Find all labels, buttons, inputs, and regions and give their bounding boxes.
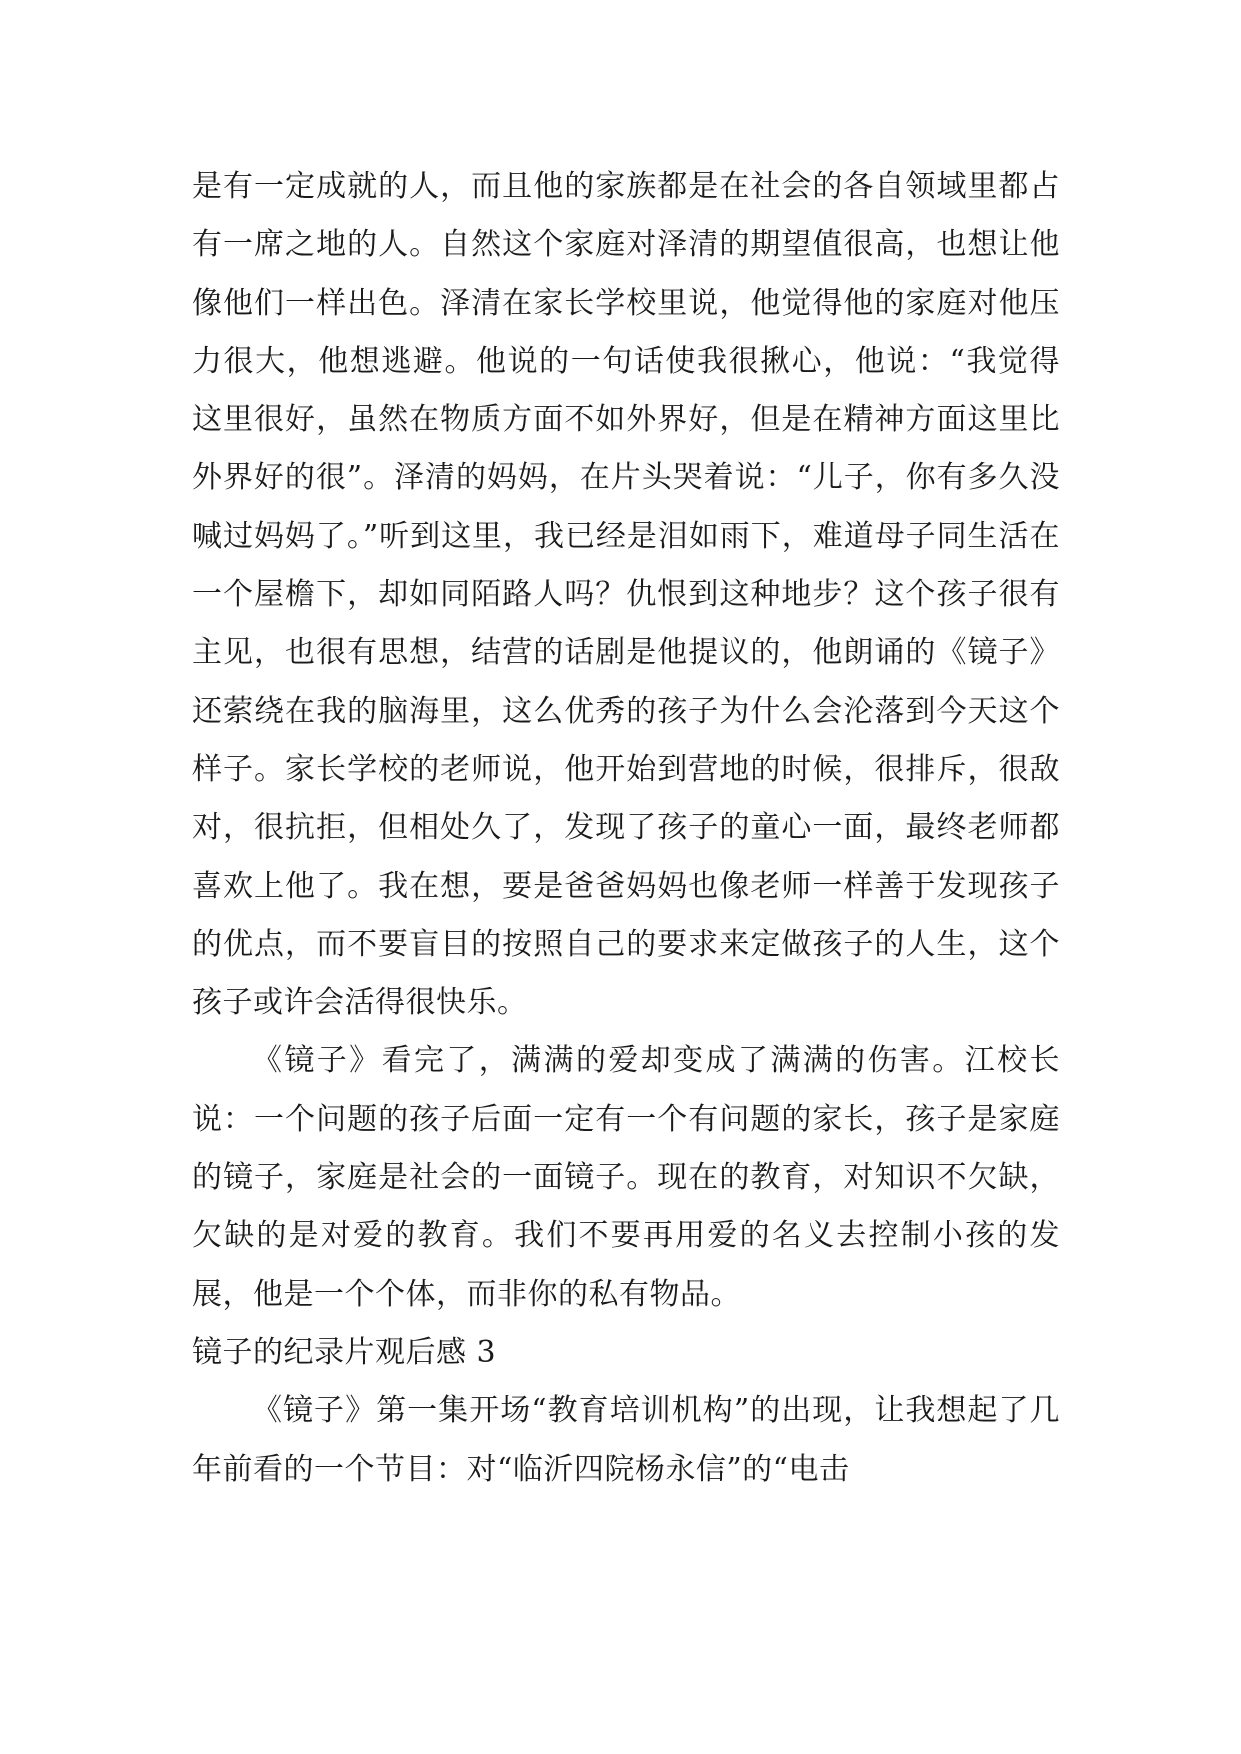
paragraph: 《镜子》第一集开场“教育培训机构”的出现，让我想起了几年前看的一个节目：对“临沂四院杨永信”的“电击 xyxy=(192,1393,1060,1487)
paragraph-continued: 是有一定成就的人，而且他的家族都是在社会的各自领域里都占有一席之地的人。自然这个家庭对泽清的期望值很高，也想让他像他们一样出色。泽清在家长学校里说，他觉得他的家庭对他压力很大，他想逃避。他说的一句话使我很揪心，他说：“我觉得这里很好，虽然在物质方面不如外界好，但是在精神方面这里比外界好的很”。泽清的妈妈，在片头哭着说：“儿子，你有多久没喊过妈妈了。”听到这里，我已经是泪如雨下，难道母子同生活在一个屋檐下，却如同陌路人吗？仇恨到这种地步？这个孩子很有主见，也很有思想，结营的话剧是他提议的，他朗诵的《镜子》还萦绕在我的脑海里，这么优秀的孩子为什么会沦落到今天这个样子。家长学校的老师说，他开始到营地的时候，很排斥，很敌对，很抗拒，但相处久了，发现了孩子的童心一面，最终老师都喜欢上他了。我在想，要是爸爸妈妈也像老师一样善于发现孩子的优点，而不要盲目的按照自己的要求来定做孩子的人生，这个孩子或许会活得很快乐。 xyxy=(192,169,1060,1021)
document-body xyxy=(192,158,1060,1499)
section-heading: 镜子的纪录片观后感 3 xyxy=(192,1334,497,1370)
paragraph: 《镜子》看完了，满满的爱却变成了满满的伤害。江校长说：一个问题的孩子后面一定有一个有问题的家长，孩子是家庭的镜子，家庭是社会的一面镜子。现在的教育，对知识不欠缺，欠缺的是对爱的教育。我们不要再用爱的名义去控制小孩的发展，他是一个个体，而非你的私有物品。 xyxy=(192,1043,1060,1312)
